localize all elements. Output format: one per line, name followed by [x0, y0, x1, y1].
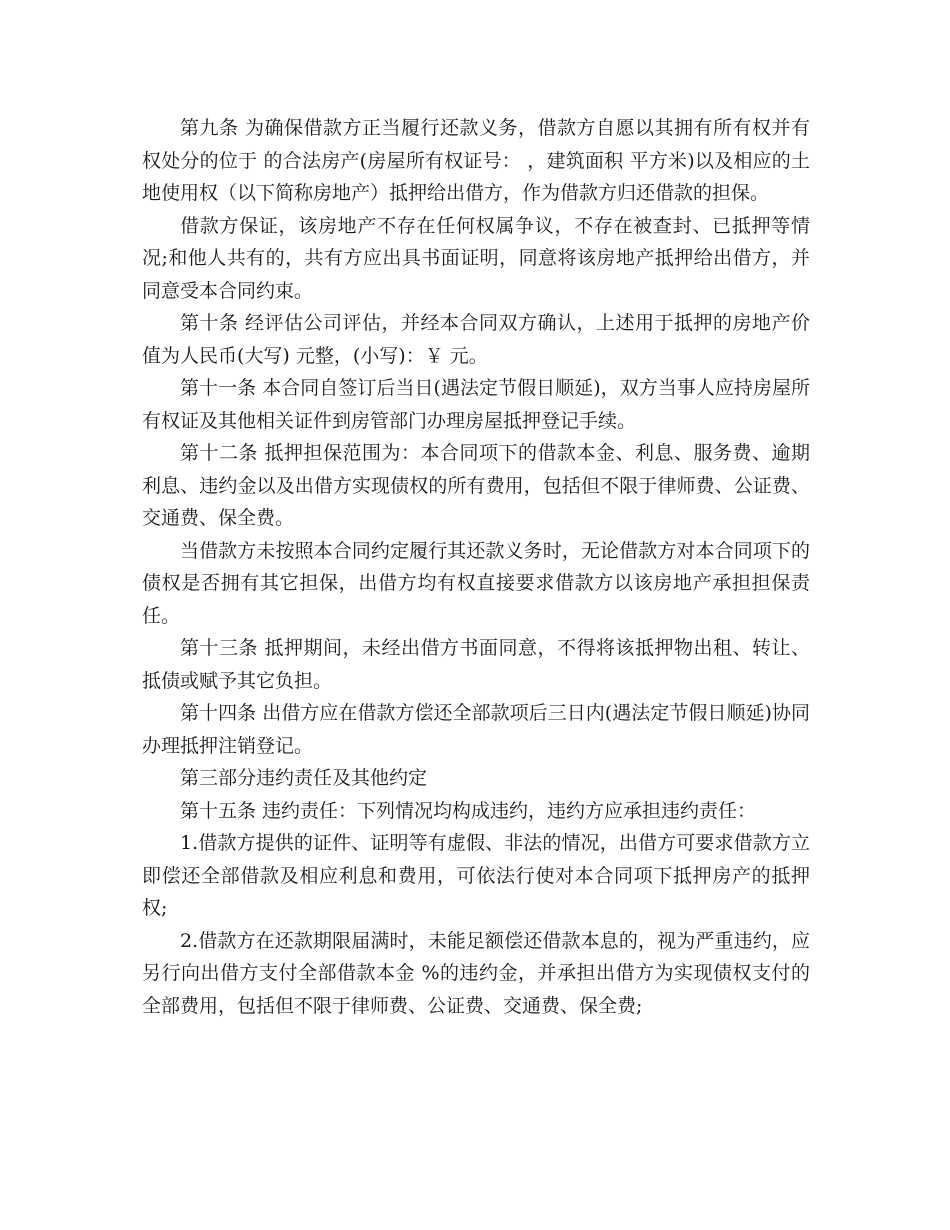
breach-item-2-paragraph: 2.借款方在还款期限届满时，未能足额偿还借款本息的，视为严重违约，应另行向出借方支付全部借款本金 %的违约金，并承担出借方为实现债权支付的全部费用，包括但不限于律师费、公证费、交通费、保全费;: [142, 929, 810, 1017]
borrower-guarantee-paragraph: 借款方保证，该房地产不存在任何权属争议，不存在被查封、已抵押等情况;和他人共有的，共有方应出具书面证明，同意将该房地产抵押给出借方，并同意受本合同约束。: [142, 214, 810, 302]
breach-item-1-paragraph: 1.借款方提供的证件、证明等有虚假、非法的情况，出借方可要求借款方立即偿还全部借款及相应利息和费用，可依法行使对本合同项下抵押房产的抵押权;: [142, 832, 810, 919]
article-13-paragraph: 第十三条 抵押期间，未经出借方书面同意，不得将该抵押物出租、转让、抵债或赋予其它负担。: [142, 637, 810, 692]
article-10-paragraph: 第十条 经评估公司评估，并经本合同双方确认，上述用于抵押的房地产价值为人民币(大写) 元整，(小写)：￥ 元。: [142, 312, 810, 367]
article-11-paragraph: 第十一条 本合同自签订后当日(遇法定节假日顺延)，双方当事人应持房屋所有权证及其他相关证件到房管部门办理房屋抵押登记手续。: [142, 377, 810, 432]
article-12-paragraph: 第十二条 抵押担保范围为：本合同项下的借款本金、利息、服务费、逾期利息、违约金以及出借方实现债权的所有费用，包括但不限于律师费、公证费、交通费、保全费。: [142, 442, 810, 529]
article-15-paragraph: 第十五条 违约责任：下列情况均构成违约，违约方应承担违约责任：: [180, 799, 757, 822]
guarantee-liability-paragraph: 当借款方未按照本合同约定履行其还款义务时，无论借款方对本合同项下的债权是否拥有其它担保，出借方均有权直接要求借款方以该房地产承担担保责任。: [142, 539, 810, 627]
article-9-paragraph: 第九条 为确保借款方正当履行还款义务，借款方自愿以其拥有所有权并有权处分的位于 的合法房产(房屋所有权证号： ，建筑面积 平方米)以及相应的土地使用权（以下简称房地产）抵押给出借方，作为借款方归还借款的担保。: [142, 117, 810, 204]
document-page: [142, 112, 810, 1022]
part-3-heading: 第三部分违约责任及其他约定: [180, 767, 428, 789]
article-14-paragraph: 第十四条 出借方应在借款方偿还全部款项后三日内(遇法定节假日顺延)协同办理抵押注销登记。: [142, 702, 810, 757]
